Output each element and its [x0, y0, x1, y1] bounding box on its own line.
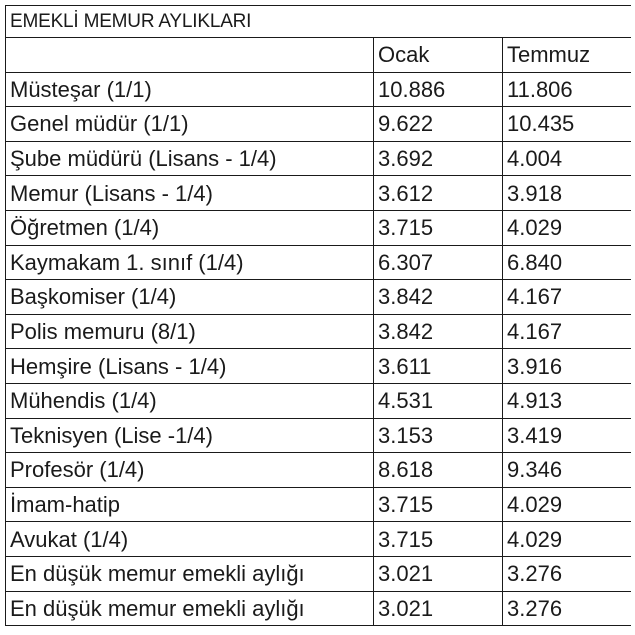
table-cell-role: Başkomiser (1/4) [6, 280, 374, 315]
table-body [6, 6, 632, 626]
table-cell-role: İmam-hatip [6, 487, 374, 522]
table-cell-role: Avukat (1/4) [6, 522, 374, 557]
table-header-row [6, 38, 632, 73]
table-cell-role: Genel müdür (1/1) [6, 107, 374, 142]
table-row [6, 418, 632, 453]
table-cell-role: Öğretmen (1/4) [6, 210, 374, 245]
table-cell-january: 3.611 [374, 349, 503, 384]
table-cell-january: 3.842 [374, 314, 503, 349]
table-cell-january: 3.715 [374, 487, 503, 522]
table-cell-january: 4.531 [374, 383, 503, 418]
table-cell-july: 11.806 [503, 72, 632, 107]
table-row [6, 453, 632, 488]
table-cell-role: Memur (Lisans - 1/4) [6, 176, 374, 211]
table-cell-january: 9.622 [374, 107, 503, 142]
table-cell-role: Şube müdürü (Lisans - 1/4) [6, 141, 374, 176]
table-cell-role: Polis memuru (8/1) [6, 314, 374, 349]
table-row [6, 487, 632, 522]
table-row [6, 176, 632, 211]
table-cell-july: 6.840 [503, 245, 632, 280]
table-cell-role: Profesör (1/4) [6, 453, 374, 488]
table-cell-july: 4.167 [503, 314, 632, 349]
pension-table [5, 5, 632, 626]
table-row [6, 245, 632, 280]
table-row [6, 349, 632, 384]
table-cell-january: 3.021 [374, 556, 503, 591]
table-cell-july: 4.029 [503, 487, 632, 522]
table-cell-january: 10.886 [374, 72, 503, 107]
table-cell-january: 6.307 [374, 245, 503, 280]
table-cell-july: 3.916 [503, 349, 632, 384]
table-row [6, 210, 632, 245]
table-row [6, 383, 632, 418]
table-row [6, 72, 632, 107]
table-title-row [6, 6, 632, 38]
table-cell-july: 3.276 [503, 556, 632, 591]
table-cell-role: En düşük memur emekli aylığı [6, 591, 374, 626]
header-cell-role [6, 38, 374, 73]
table-row [6, 556, 632, 591]
table-title: EMEKLİ MEMUR AYLIKLARI [6, 6, 632, 38]
table-cell-july: 4.167 [503, 280, 632, 315]
table-row [6, 314, 632, 349]
table-cell-july: 3.918 [503, 176, 632, 211]
table-cell-july: 4.029 [503, 522, 632, 557]
table-cell-role: Hemşire (Lisans - 1/4) [6, 349, 374, 384]
table-cell-role: Müsteşar (1/1) [6, 72, 374, 107]
table-cell-july: 10.435 [503, 107, 632, 142]
table-cell-role: En düşük memur emekli aylığı [6, 556, 374, 591]
table-cell-role: Mühendis (1/4) [6, 383, 374, 418]
header-cell-july: Temmuz [503, 38, 632, 73]
table-row [6, 522, 632, 557]
table-cell-role: Kaymakam 1. sınıf (1/4) [6, 245, 374, 280]
table-cell-january: 3.842 [374, 280, 503, 315]
table-cell-january: 3.692 [374, 141, 503, 176]
table-cell-january: 8.618 [374, 453, 503, 488]
table-row [6, 591, 632, 626]
right-margin [631, 0, 635, 635]
table-cell-july: 4.029 [503, 210, 632, 245]
table-row [6, 280, 632, 315]
table-cell-july: 3.419 [503, 418, 632, 453]
table-cell-january: 3.612 [374, 176, 503, 211]
table-cell-january: 3.715 [374, 210, 503, 245]
table-row [6, 141, 632, 176]
table-cell-january: 3.153 [374, 418, 503, 453]
table-row [6, 107, 632, 142]
table-cell-july: 9.346 [503, 453, 632, 488]
table-cell-january: 3.715 [374, 522, 503, 557]
table-cell-july: 3.276 [503, 591, 632, 626]
table-cell-role: Teknisyen (Lise -1/4) [6, 418, 374, 453]
table-cell-january: 3.021 [374, 591, 503, 626]
table-cell-july: 4.004 [503, 141, 632, 176]
header-cell-january: Ocak [374, 38, 503, 73]
table-cell-july: 4.913 [503, 383, 632, 418]
